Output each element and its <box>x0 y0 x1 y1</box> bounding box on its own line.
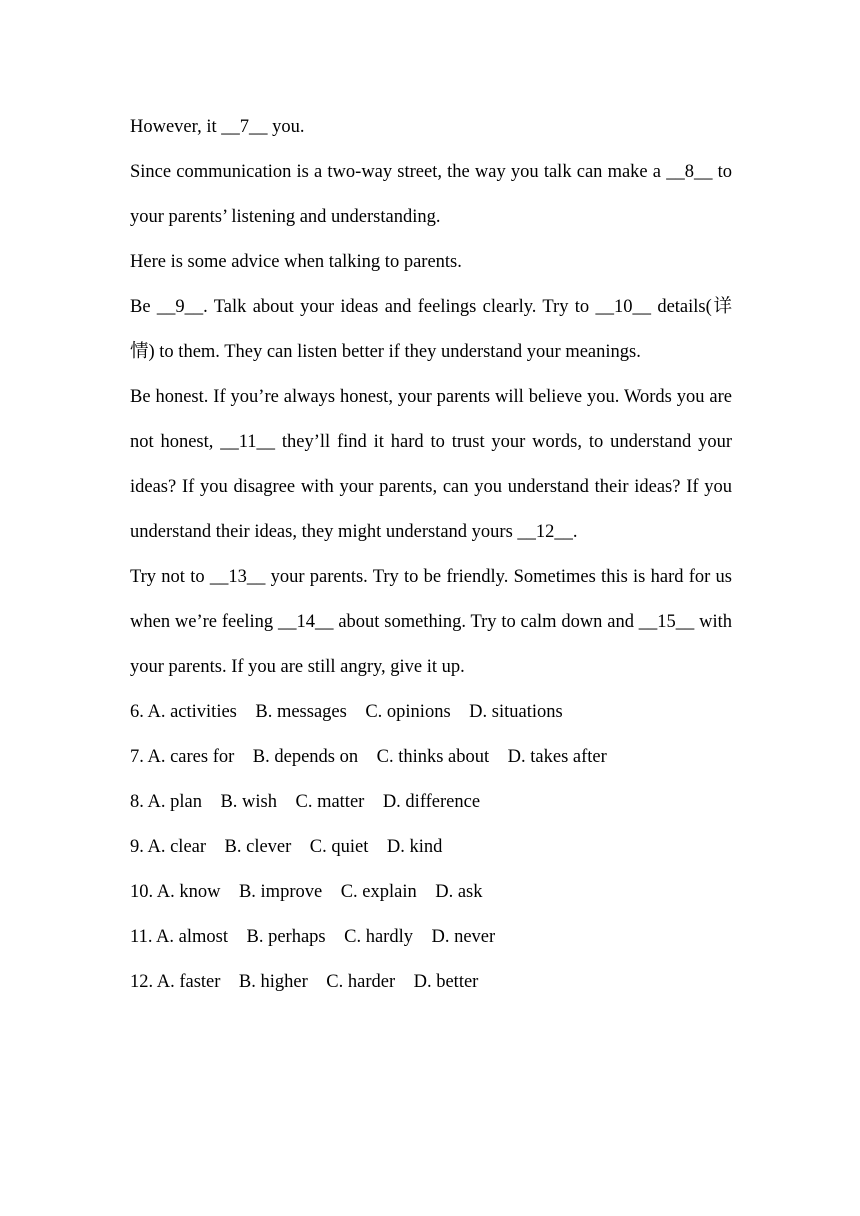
question-8-options: 8. A. plan B. wish C. matter D. difference <box>130 792 481 812</box>
question-10-options: 10. A. know B. improve C. explain D. ask <box>130 882 483 902</box>
passage-paragraph-1: However, it __7__ you. <box>130 117 305 137</box>
document-page <box>130 105 732 1005</box>
passage-paragraph-5: Be honest. If you’re always honest, your parents will believe you. Words you are not honest, __11__ they’ll find it hard to trust your words, to understand your ideas? If you disagree with your parents, can you understand their ideas? If you understand their ideas, they might understand yours __12__. <box>130 387 732 542</box>
question-11-options: 11. A. almost B. perhaps C. hardly D. never <box>130 927 496 947</box>
passage-paragraph-4: Be __9__. Talk about your ideas and feelings clearly. Try to __10__ details(详情) to them. They can listen better if they understand your meanings. <box>130 297 732 362</box>
question-6-options: 6. A. activities B. messages C. opinions D. situations <box>130 702 563 722</box>
passage-paragraph-6: Try not to __13__ your parents. Try to be friendly. Sometimes this is hard for us when we’re feeling __14__ about something. Try to calm down and __15__ with your parents. If you are still angry, give it up. <box>130 567 732 677</box>
question-12-options: 12. A. faster B. higher C. harder D. better <box>130 972 479 992</box>
passage-paragraph-2: Since communication is a two-way street, the way you talk can make a __8__ to your parents’ listening and understanding. <box>130 162 732 227</box>
passage-paragraph-3: Here is some advice when talking to parents. <box>130 252 462 272</box>
question-9-options: 9. A. clear B. clever C. quiet D. kind <box>130 837 443 857</box>
question-7-options: 7. A. cares for B. depends on C. thinks about D. takes after <box>130 747 607 767</box>
